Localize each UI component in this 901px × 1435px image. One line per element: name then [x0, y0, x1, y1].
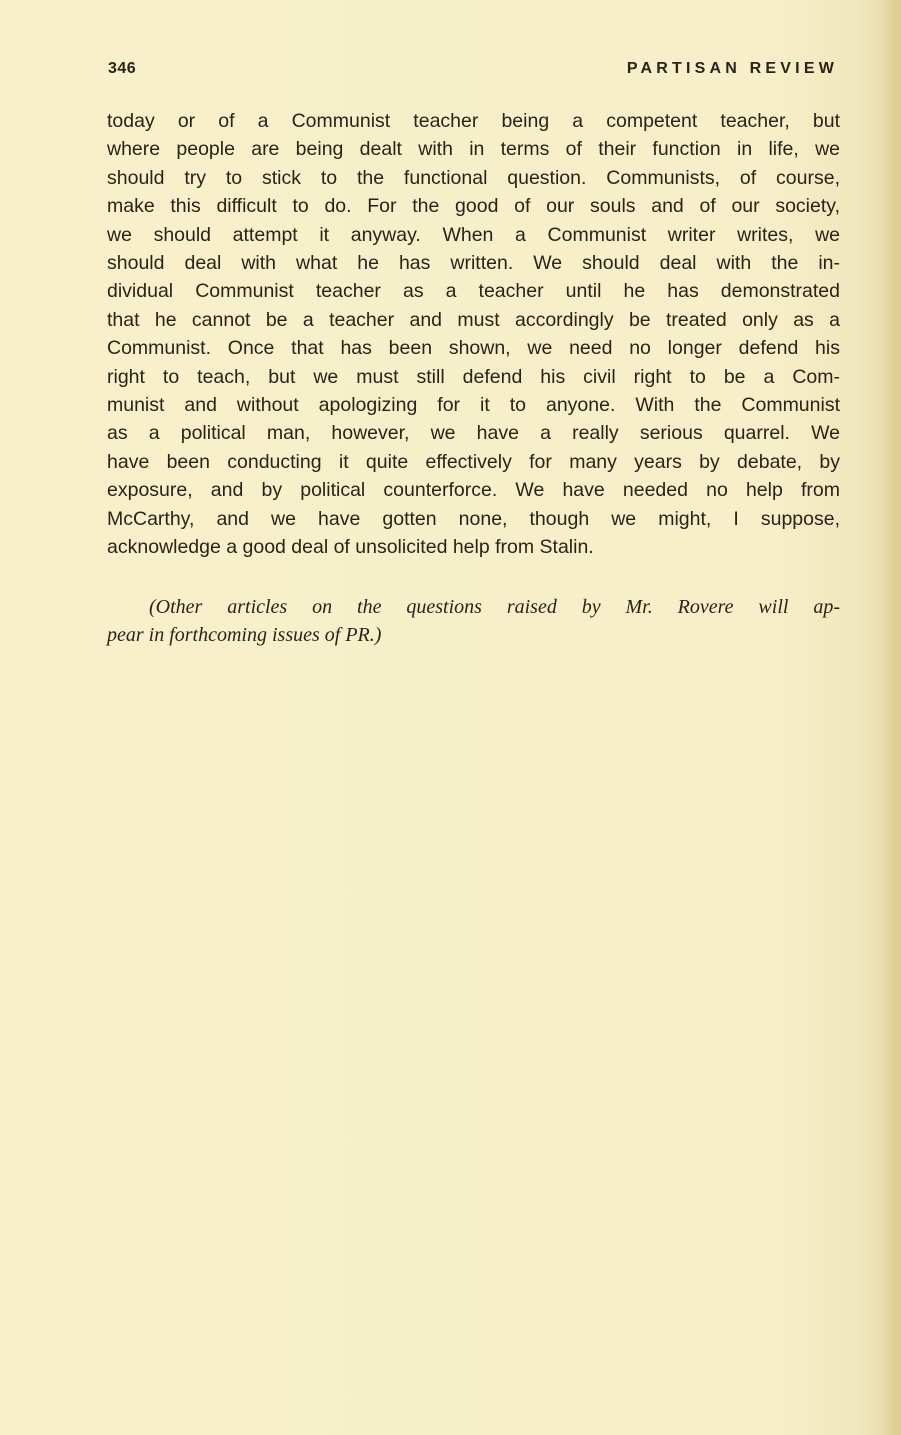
text-line: make this difficult to do. For the good of our souls and of our society,: [107, 195, 840, 218]
text-line: have been conducting it quite effectively for many years by debate, by: [107, 450, 840, 473]
note-line: pear in forthcoming issues of PR.): [107, 624, 382, 647]
text-line: where people are being dealt with in terms of their function in life, we: [107, 138, 840, 161]
text-line: as a political man, however, we have a really serious quarrel. We: [107, 422, 840, 445]
text-line: should deal with what he has written. We should deal with the in-: [107, 252, 840, 275]
page-edge-shadow: [879, 0, 901, 1435]
text-line: munist and without apologizing for it to anyone. With the Communist: [107, 394, 840, 417]
running-head: PARTISAN REVIEW: [626, 60, 838, 77]
page-number: 346: [108, 60, 137, 77]
text-line: today or of a Communist teacher being a competent teacher, but: [107, 110, 840, 132]
text-line: Communist. Once that has been shown, we need no longer defend his: [107, 337, 840, 360]
text-line: McCarthy, and we have gotten none, though we might, I suppose,: [107, 507, 840, 530]
note-line: (Other articles on the questions raised by Mr. Rovere will ap-: [149, 596, 840, 618]
text-line: that he cannot be a teacher and must accordingly be treated only as a: [107, 308, 840, 331]
body-paragraph: [107, 107, 840, 562]
text-line: acknowledge a good deal of unsolicited help from Stalin.: [107, 536, 594, 559]
editorial-note: [107, 593, 840, 650]
page-header: [108, 60, 838, 86]
text-line: exposure, and by political counterforce. We have needed no help from: [107, 479, 840, 502]
text-line: right to teach, but we must still defend his civil right to be a Com-: [107, 365, 840, 388]
text-line: should try to stick to the functional question. Communists, of course,: [107, 166, 840, 189]
text-line: we should attempt it anyway. When a Communist writer writes, we: [107, 223, 840, 246]
text-line: dividual Communist teacher as a teacher until he has demonstrated: [107, 280, 840, 303]
